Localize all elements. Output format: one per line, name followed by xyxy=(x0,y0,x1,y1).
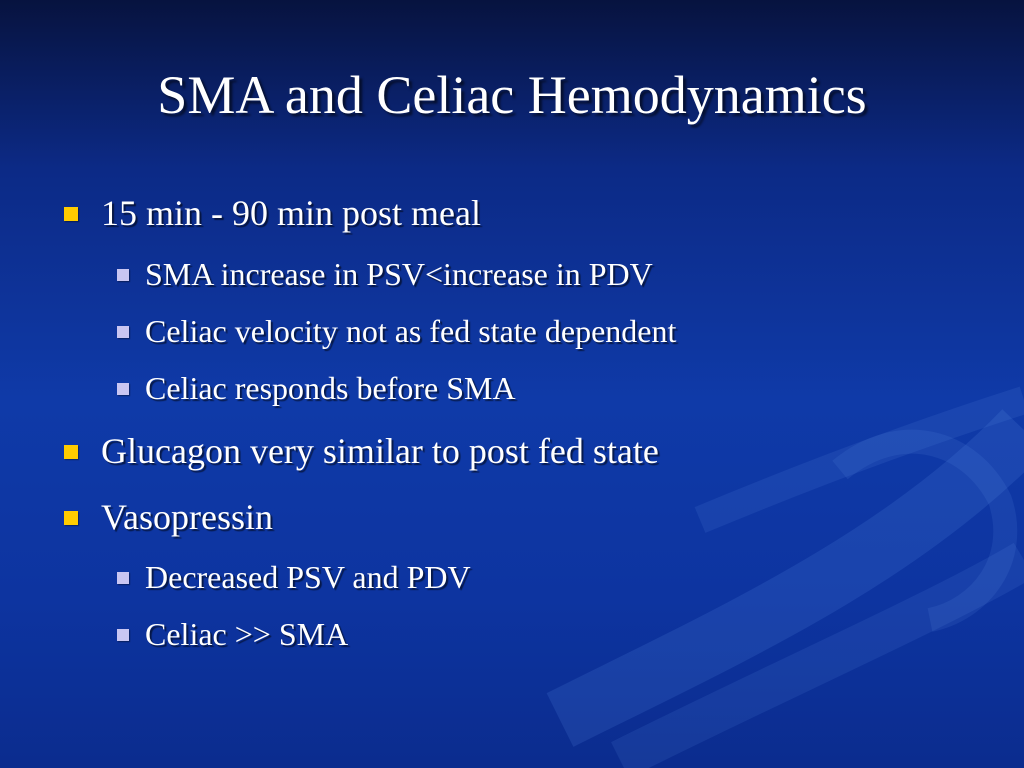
square-bullet-icon xyxy=(117,269,129,281)
sub-bullet-text: Celiac >> SMA xyxy=(145,616,349,652)
square-bullet-icon xyxy=(64,511,78,525)
bullet-text: Vasopressin xyxy=(101,497,273,537)
sub-bullet-item xyxy=(145,254,653,294)
sub-bullet-item xyxy=(145,614,348,654)
sub-bullet-item xyxy=(145,311,676,351)
sub-bullet-text: Celiac responds before SMA xyxy=(145,370,516,406)
bullet-item xyxy=(101,191,481,235)
bullet-text: Glucagon very similar to post fed state xyxy=(101,431,659,471)
square-bullet-icon xyxy=(117,326,129,338)
square-bullet-icon xyxy=(117,629,129,641)
sub-bullet-item xyxy=(145,368,516,408)
sub-bullet-item xyxy=(145,557,471,597)
bullet-text: 15 min - 90 min post meal xyxy=(101,193,481,233)
sub-bullet-text: SMA increase in PSV<increase in PDV xyxy=(145,256,653,292)
square-bullet-icon xyxy=(64,207,78,221)
square-bullet-icon xyxy=(117,383,129,395)
square-bullet-icon xyxy=(117,572,129,584)
square-bullet-icon xyxy=(64,445,78,459)
bullet-item xyxy=(101,495,273,539)
slide-title: SMA and Celiac Hemodynamics xyxy=(157,65,867,125)
bullet-item xyxy=(101,429,659,473)
sub-bullet-text: Decreased PSV and PDV xyxy=(145,559,471,595)
sub-bullet-text: Celiac velocity not as fed state dependent xyxy=(145,313,677,349)
